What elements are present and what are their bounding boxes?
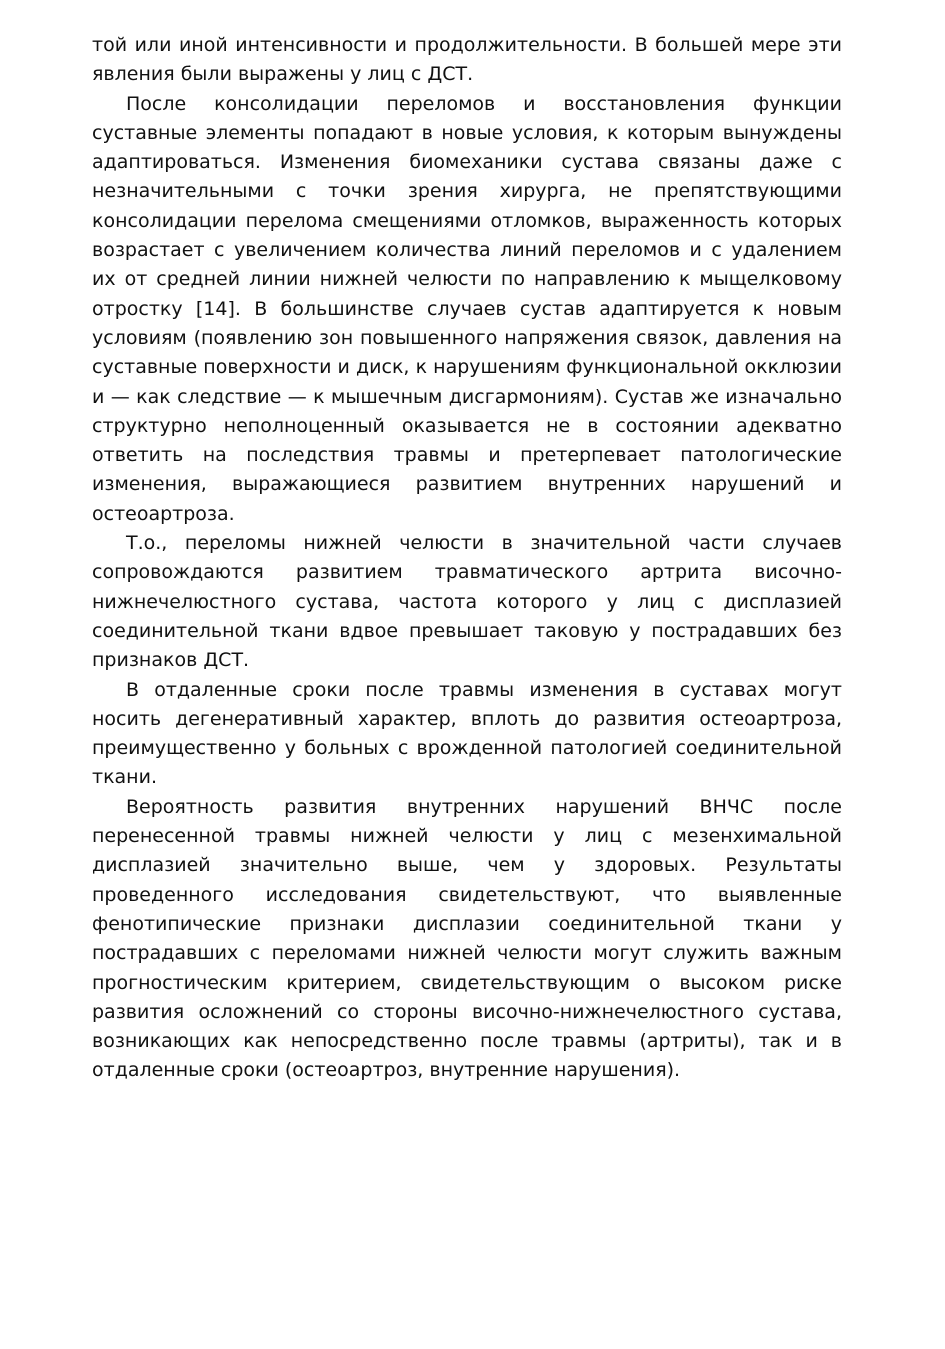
- paragraph-conclusion: Вероятность развития внутренних нарушений ВНЧС после перенесенной травмы нижней челюсти у лиц с мезенхимальной дисплазией значительно выше, чем у здоровых. Результаты проведенного исследования свидетельствуют, что выявленные фенотипические признаки дисплазии соединительной ткани у пострадавших с переломами нижней челюсти могут служить важным прогностическим критерием, свидетельствующим о высоком риске развития осложнений со стороны височно-нижнечелюстного сустава, возникающих как непосредственно после травмы (артриты), так и в отдаленные сроки (остеоартроз, внутренние нарушения).: [92, 795, 842, 1082]
- paragraph-late-changes: В отдаленные сроки после травмы изменения в суставах могут носить дегенеративный характер, вплоть до развития остеоартроза, преимущественно у больных с врожденной патологией соединительной ткани.: [92, 678, 842, 789]
- paragraph-continuation: той или иной интенсивности и продолжительности. В большей мере эти явления были выражены у лиц с ДСТ.: [92, 34, 842, 86]
- paragraph-consolidation: После консолидации переломов и восстановления функции суставные элементы попадают в новые условия, к которым вынуждены адаптироваться. Изменения биомеханики сустава связаны даже с незначительными с точки зрения хирурга, не препятствующими консолидации перелома смещениями отломков, выраженность которых возрастает с увеличением количества линий переломов и с удалением их от средней линии нижней челюсти по направлению к мыщелковому отростку [14]. В большинстве случаев сустав адаптируется к новым условиям (появлению зон повышенного напряжения связок, давления на суставные поверхности и диск, к нарушениям функциональной окклюзии и — как следствие — к мышечным дисгармониям). Сустав же изначально структурно неполноценный оказывается не в состоянии адекватно ответить на последствия травмы и претерпевает патологические изменения, выражающиеся развитием внутренних нарушений и остеоартроза.: [92, 92, 842, 525]
- paragraph-summary-fractures: Т.о., переломы нижней челюсти в значительной части случаев сопровождаются развитием травматического артрита височно-нижнечелюстного сустава, частота которого у лиц с дисплазией соединительной ткани вдвое превышает таковую у пострадавших без признаков ДСТ.: [92, 532, 842, 672]
- document-page: [92, 31, 842, 1086]
